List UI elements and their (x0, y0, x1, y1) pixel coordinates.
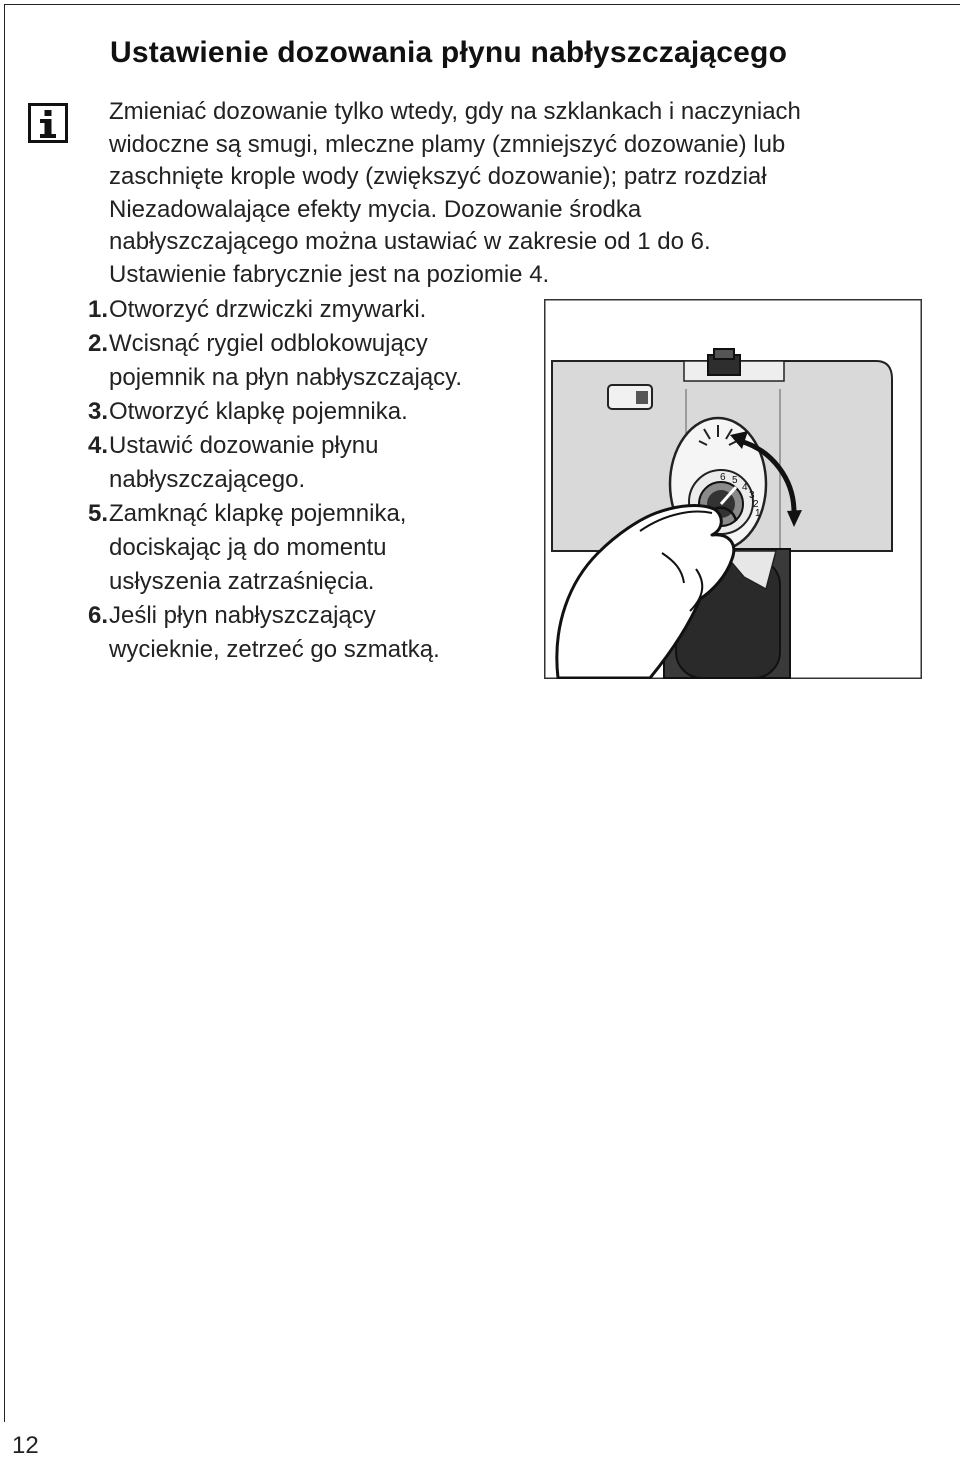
step-text: Wcisnąć rygiel odblokowujący (109, 330, 428, 357)
dial-scale-digit: 6 (720, 472, 726, 483)
step-number: 5. (87, 500, 108, 527)
step-1 (70, 293, 530, 327)
info-paragraph (109, 96, 929, 291)
step-text: Otworzyć klapkę pojemnika. (109, 398, 408, 425)
dial-scale-digit: 1 (755, 508, 761, 519)
dial-scale-digit: 4 (742, 482, 748, 493)
steps-list (70, 293, 530, 667)
step-text: Jeśli płyn nabłyszczający (109, 602, 376, 629)
step-6 (70, 599, 530, 667)
step-text: nabłyszczającego. (109, 466, 306, 493)
info-line: Zmieniać dozowanie tylko wtedy, gdy na szklankach i naczyniach (109, 98, 801, 125)
dial-scale-digit: 2 (753, 499, 759, 510)
page-frame-top (4, 4, 960, 5)
step-text: pojemnik na płyn nabłyszczający. (109, 364, 463, 391)
step-number: 3. (87, 398, 108, 425)
info-line: zaschnięte krople wody (zwiększyć dozowanie); patrz rozdział (109, 163, 767, 190)
info-line: Ustawienie fabrycznie jest na poziomie 4. (109, 260, 550, 288)
page-number: 12 (12, 1432, 39, 1459)
step-text: dociskając ją do momentu (109, 534, 387, 561)
step-text: Ustawić dozowanie płynu (109, 432, 379, 459)
info-line: widoczne są smugi, mleczne plamy (zmniejszyć dozowanie) lub (109, 130, 786, 158)
rinse-aid-dial-illustration (544, 299, 922, 679)
step-text: wycieknie, zetrzeć go szmatką. (109, 636, 440, 663)
step-3 (70, 395, 530, 429)
step-2 (70, 327, 530, 395)
step-5 (70, 497, 530, 599)
info-icon (28, 103, 68, 143)
step-number: 1. (87, 296, 108, 323)
step-4 (70, 429, 530, 497)
step-number: 4. (87, 432, 108, 459)
step-text: Otworzyć drzwiczki zmywarki. (109, 296, 427, 323)
info-line: nabłyszczającego można ustawiać w zakresie od 1 do 6. (109, 228, 711, 255)
info-line: Niezadowalające efekty mycia. Dozowanie środka (109, 195, 642, 223)
dial-scale-digit: 3 (749, 490, 755, 501)
page-title: Ustawienie dozowania płynu nabłyszczającego (110, 36, 788, 69)
step-text: usłyszenia zatrzaśnięcia. (109, 568, 375, 595)
step-number: 2. (87, 330, 108, 357)
dial-scale-digit: 5 (732, 475, 738, 486)
page-frame-left (4, 4, 5, 1422)
step-text: Zamknąć klapkę pojemnika, (109, 500, 407, 527)
step-number: 6. (87, 602, 108, 629)
